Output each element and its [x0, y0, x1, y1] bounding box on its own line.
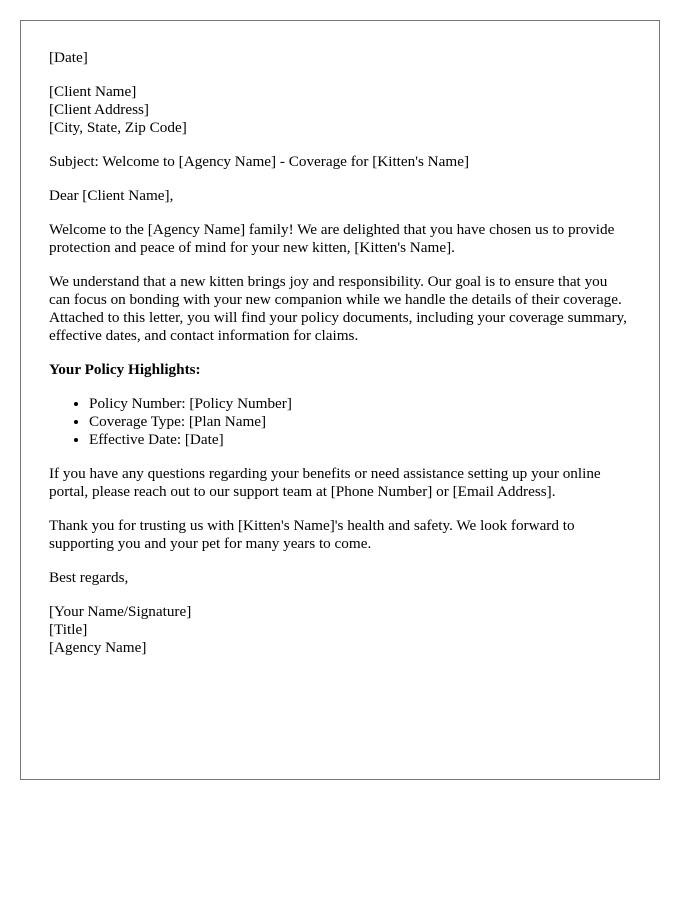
letter-date: [Date]	[49, 49, 88, 66]
highlight-effective-date: • Effective Date: [Date]	[89, 431, 631, 449]
letter-subject: Subject: Welcome to [Agency Name] - Coverage for [Kitten's Name]	[49, 153, 470, 170]
highlight-coverage-type: • Coverage Type: [Plan Name]	[89, 413, 631, 431]
highlight-policy-number: • Policy Number: [Policy Number]	[89, 395, 631, 413]
thank-you-paragraph: Thank you for trusting us with [Kitten's Name]'s health and safety. We look forward to supporting you and your pet for many years to come.	[49, 517, 575, 552]
policy-highlights-heading: Your Policy Highlights:	[49, 361, 201, 378]
welcome-letter	[20, 20, 660, 780]
signature-title: [Title]	[49, 621, 88, 638]
letter-salutation: Dear [Client Name],	[49, 187, 174, 204]
recipient-city-line: [City, State, Zip Code]	[49, 119, 187, 136]
signature-name: [Your Name/Signature]	[49, 603, 192, 620]
recipient-name: [Client Name]	[49, 83, 137, 100]
signature-agency: [Agency Name]	[49, 639, 147, 656]
contact-paragraph: If you have any questions regarding your benefits or need assistance setting up your online portal, please reach out to our support team at [Phone Number] or [Email Address].	[49, 465, 601, 500]
recipient-address-line: [Client Address]	[49, 101, 149, 118]
signature-block	[49, 603, 631, 657]
body-paragraph: We understand that a new kitten brings joy and responsibility. Our goal is to ensure that you can focus on bonding with your new companion while we handle the details of their coverage. Attached to this letter, you will find your policy documents, including your coverage summary, effective dates, and contact information for claims.	[49, 273, 627, 344]
policy-highlights-list	[49, 395, 631, 449]
recipient-address	[49, 83, 631, 137]
sign-off: Best regards,	[49, 569, 129, 586]
intro-paragraph: Welcome to the [Agency Name] family! We are delighted that you have chosen us to provide protection and peace of mind for your new kitten, [Kitten's Name].	[49, 221, 615, 256]
